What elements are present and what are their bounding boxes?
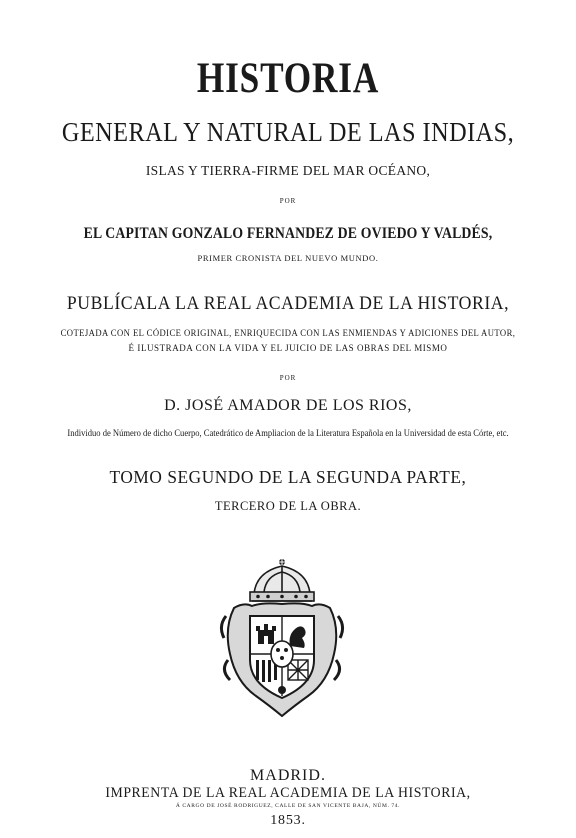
- book-subtitle: GENERAL Y NATURAL DE LAS INDIAS,: [61, 117, 515, 147]
- edition-description-1: COTEJADA CON EL CÓDICE ORIGINAL, ENRIQUECIDA CON LAS ENMIENDAS Y ADICIONES DEL AUTOR,: [60, 328, 516, 338]
- publisher-line: PUBLÍCALA LA REAL ACADEMIA DE LA HISTORIA,: [66, 293, 510, 314]
- volume-title: TOMO SEGUNDO DE LA SEGUNDA PARTE,: [109, 467, 467, 487]
- volume-subtitle: TERCERO DE LA OBRA.: [214, 499, 362, 513]
- imprint-year: 1853.: [270, 813, 306, 828]
- imprint-place: MADRID.: [250, 767, 326, 784]
- imprint-printer: IMPRENTA DE LA REAL ACADEMIA DE LA HISTORIA,: [105, 785, 471, 801]
- book-subtitle-2: ISLAS Y TIERRA-FIRME DEL MAR OCÉANO,: [145, 163, 431, 178]
- by-label-2: POR: [279, 374, 297, 382]
- editor-name: D. JOSÉ AMADOR DE LOS RIOS,: [164, 397, 412, 414]
- by-label: POR: [279, 197, 297, 205]
- editor-role: Individuo de Número de dicho Cuerpo, Catedrático de Ampliacion de la Literatura Española en la Universidad de esta Córte, etc.: [67, 428, 509, 438]
- author-role: PRIMER CRONISTA DEL NUEVO MUNDO.: [197, 253, 379, 263]
- coat-of-arms-icon: [216, 556, 348, 720]
- book-title: HISTORIA: [196, 55, 380, 102]
- author-name: EL CAPITAN GONZALO FERNANDEZ DE OVIEDO Y VALDÉS,: [83, 225, 493, 242]
- edition-description-2: É ILUSTRADA CON LA VIDA Y EL JUICIO DE LAS OBRAS DEL MISMO: [128, 343, 448, 353]
- imprint-address: Á CARGO DE JOSÉ RODRIGUEZ, CALLE DE SAN VICENTE BAJA, NÚM. 74.: [175, 803, 401, 809]
